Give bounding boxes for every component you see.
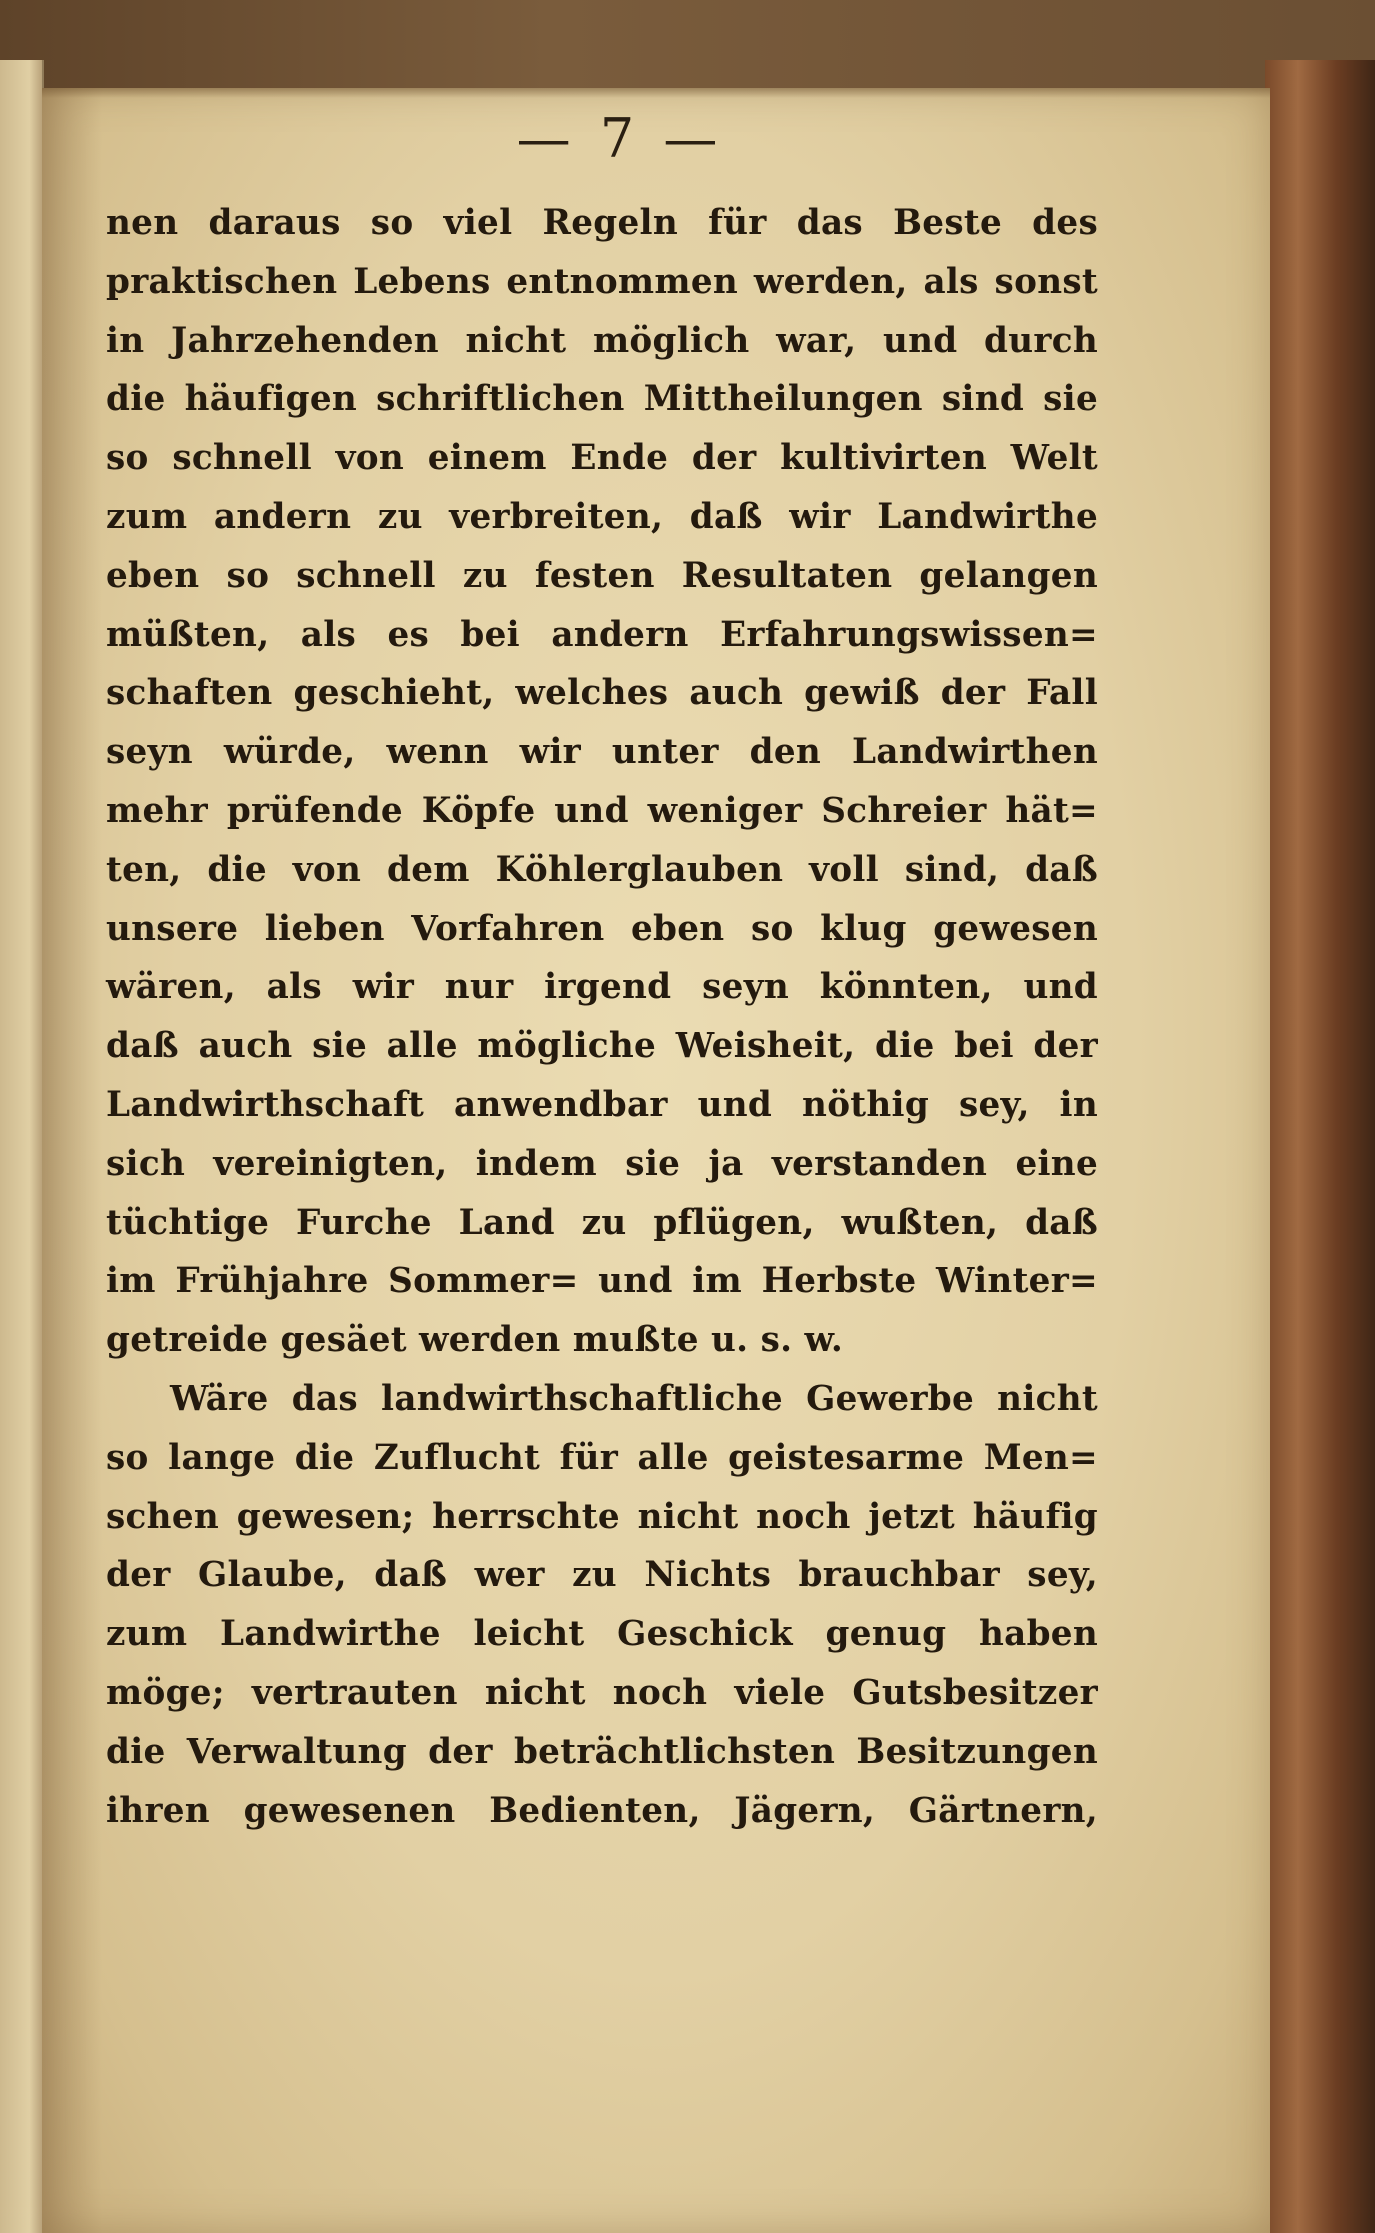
text-line: praktischen Lebens entnommen werden, als sonst: [106, 261, 1098, 302]
text-line: müßten, als es bei andern Erfahrungswissen=: [106, 614, 1098, 655]
page-gutter-shadow: [42, 88, 102, 2233]
text-line: zum andern zu verbreiten, daß wir Landwirthe: [106, 496, 1098, 537]
paragraph-end-line: getreide gesäet werden mußte u. s. w.: [106, 1320, 844, 1361]
text-line: eben so schnell zu festen Resultaten gelangen: [106, 555, 1098, 596]
book-binding-edge: [1265, 60, 1375, 2233]
text-line: daß auch sie alle mögliche Weisheit, die bei der: [106, 1026, 1098, 1067]
text-line: wären, als wir nur irgend seyn könnten, und: [106, 967, 1098, 1008]
text-line: seyn würde, wenn wir unter den Landwirthen: [106, 732, 1098, 773]
text-line: im Frühjahre Sommer= und im Herbste Winter=: [106, 1261, 1098, 1302]
text-line: die Verwaltung der beträchtlichsten Besitzungen: [106, 1731, 1098, 1772]
text-line: tüchtige Furche Land zu pflügen, wußten, daß: [106, 1202, 1098, 1243]
text-line: möge; vertrauten nicht noch viele Gutsbesitzer: [106, 1672, 1098, 1713]
text-line: mehr prüfende Köpfe und weniger Schreier hät=: [106, 790, 1098, 831]
page-top-shadow: [42, 88, 1270, 98]
text-line: nen daraus so viel Regeln für das Beste des: [106, 203, 1098, 243]
text-line: unsere lieben Vorfahren eben so klug gewesen: [106, 908, 1098, 949]
text-line: so schnell von einem Ende der kultivirten Welt: [106, 438, 1098, 479]
text-line: schen gewesen; herrschte nicht noch jetzt häufig: [106, 1496, 1098, 1537]
page-number: — 7 —: [516, 107, 724, 170]
text-line: so lange die Zuflucht für alle geistesarme Men=: [106, 1437, 1098, 1478]
text-line: zum Landwirthe leicht Geschick genug haben: [106, 1614, 1098, 1655]
body-text: [106, 194, 1098, 1840]
text-line: Landwirthschaft anwendbar und nöthig sey, in: [106, 1084, 1098, 1125]
text-line: ihren gewesenen Bedienten, Jägern, Gärtnern,: [106, 1790, 1098, 1831]
text-line: schaften geschieht, welches auch gewiß der Fall: [106, 673, 1098, 714]
facing-page-edge: [0, 60, 44, 2233]
text-line: ten, die von dem Köhlerglauben voll sind, daß: [106, 849, 1098, 890]
paragraph-start-line: Wäre das landwirthschaftliche Gewerbe nicht: [170, 1378, 1098, 1419]
text-line: sich vereinigten, indem sie ja verstanden eine: [106, 1143, 1098, 1184]
text-line: die häufigen schriftlichen Mittheilungen sind sie: [106, 379, 1098, 420]
text-line: der Glaube, daß wer zu Nichts brauchbar sey,: [106, 1555, 1098, 1596]
text-line: in Jahrzehenden nicht möglich war, und durch: [106, 320, 1098, 361]
